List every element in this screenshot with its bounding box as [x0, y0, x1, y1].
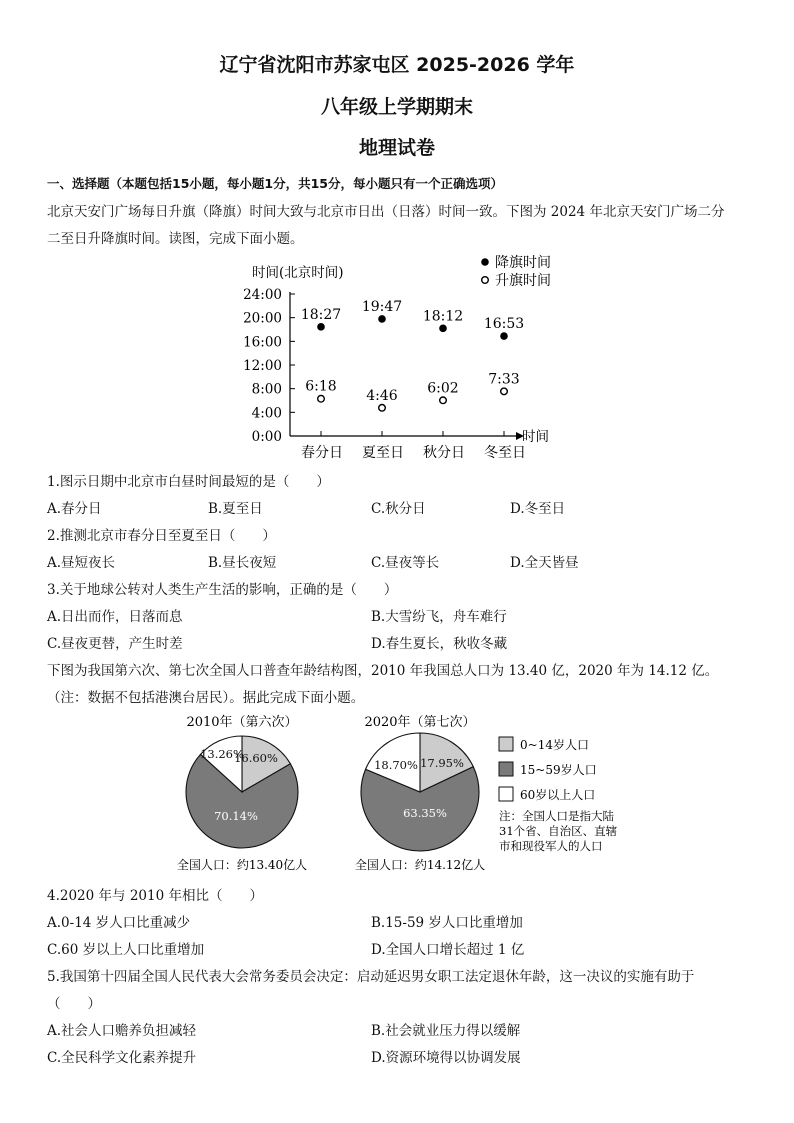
pie-legend — [499, 737, 618, 853]
q5-option-a[interactable]: A.社会人口赡养负担减轻 — [47, 1023, 197, 1039]
q5-option-c[interactable]: C.全民科学文化素养提升 — [47, 1050, 197, 1066]
exam-title-line3: 地理试卷 — [358, 137, 435, 159]
chart-y-tick-label: 16:00 — [243, 334, 282, 351]
q4-option-b[interactable]: B.15-59 岁人口比重增加 — [371, 915, 523, 931]
legend-label: 升旗时间 — [495, 273, 551, 289]
exam-title-line2: 八年级上学期期末 — [320, 96, 473, 118]
q3-option-c[interactable]: C.昼夜更替，产生时差 — [47, 636, 183, 652]
q3-option-a[interactable]: A.日出而作，日落而息 — [47, 609, 183, 625]
chart-y-tick-label: 24:00 — [243, 287, 282, 303]
chart-category-label: 秋分日 — [423, 445, 465, 461]
pie-title: 2010年（第六次） — [186, 715, 298, 730]
intro1-line2: 二至日升降旗时间。读图，完成下面小题。 — [47, 231, 304, 247]
chart-x-axis-label: 时间 — [522, 429, 549, 445]
population-pie-charts — [170, 710, 640, 882]
pie-note-line: 31个省、自治区、直辖 — [499, 824, 618, 838]
q2-option-d[interactable]: D.全天皆昼 — [510, 555, 579, 571]
sunset-data-label: 18:12 — [422, 308, 464, 325]
chart-y-tick-label: 4:00 — [251, 405, 282, 422]
q4-option-c[interactable]: C.60 岁以上人口比重增加 — [47, 942, 205, 958]
q5-stem-line1: 5.我国第十四届全国人民代表大会常务委员会决定：启动延迟男女职工法定退休年龄，这一决议的实施有助于 — [47, 969, 695, 985]
q2-option-b[interactable]: B.昼长夜短 — [208, 555, 277, 571]
pie-chart-2020 — [355, 714, 485, 872]
q2-stem: 2.推测北京市春分日至夏至日（ ） — [47, 528, 276, 544]
q4-option-d[interactable]: D.全国人口增长超过 1 亿 — [371, 942, 525, 958]
sunset-point — [378, 315, 386, 323]
pie-legend-label: 15~59岁人口 — [520, 763, 597, 777]
pie-slice-label: 13.26% — [200, 747, 244, 761]
q2-option-a[interactable]: A.昼短夜长 — [47, 555, 116, 571]
pie-slice-label: 63.35% — [403, 806, 447, 820]
q1-option-d[interactable]: D.冬至日 — [510, 501, 566, 517]
chart-category-label: 冬至日 — [484, 445, 526, 461]
intro1-line1: 北京天安门广场每日升旗（降旗）时间大致与北京市日出（日落）时间一致。下图为 2024 年北京天安门广场二分 — [47, 204, 725, 220]
intro2-line1: 下图为我国第六次、第七次全国人口普查年龄结构图，2010 年我国总人口为 13.40 亿，2020 年为 14.12 亿。 — [47, 663, 719, 679]
q1-stem: 1.图示日期中北京市白昼时间最短的是（ ） — [47, 474, 330, 490]
q4-stem: 4.2020 年与 2010 年相比（ ） — [47, 888, 263, 904]
sunrise-point — [318, 395, 325, 402]
q1-option-a[interactable]: A.春分日 — [47, 501, 102, 517]
sunset-point — [439, 325, 447, 333]
chart-y-tick-label: 8:00 — [251, 381, 282, 398]
sunrise-data-label: 7:33 — [488, 371, 520, 388]
q2-option-c[interactable]: C.昼夜等长 — [371, 555, 440, 571]
q4-option-a[interactable]: A.0-14 岁人口比重减少 — [47, 915, 191, 931]
sunset-data-label: 19:47 — [361, 298, 403, 315]
chart-category-label: 春分日 — [301, 445, 343, 461]
q5-option-d[interactable]: D.资源环境得以协调发展 — [371, 1050, 521, 1066]
sunrise-point — [440, 397, 447, 404]
pie-legend-swatch — [499, 737, 513, 751]
pie-legend-swatch — [499, 787, 513, 801]
legend-hollow-marker — [482, 277, 489, 284]
pie-legend-swatch — [499, 762, 513, 776]
q5-stem-line2: （ ） — [47, 996, 101, 1012]
legend-label: 降旗时间 — [495, 255, 551, 271]
pie-chart-2010 — [177, 714, 307, 872]
pie-caption: 全国人口：约13.40亿人 — [176, 858, 308, 872]
pie-slice-label: 16.60% — [234, 751, 278, 765]
sunrise-data-label: 6:18 — [305, 378, 337, 395]
chart-y-tick-label: 12:00 — [243, 358, 282, 374]
pie-slice-label: 70.14% — [214, 809, 258, 823]
pie-title: 2020年（第七次） — [364, 715, 476, 730]
chart-category-label: 夏至日 — [362, 445, 404, 461]
pie-note-line: 市和现役军人的人口 — [499, 839, 603, 853]
legend-filled-marker — [481, 258, 489, 266]
pie-note-line: 注：全国人口是指大陆 — [499, 809, 614, 823]
section-heading: 一、选择题（本题包括15小题，每小题1分，共15分，每小题只有一个正确选项） — [47, 176, 503, 191]
q3-option-d[interactable]: D.春生夏长，秋收冬藏 — [371, 636, 508, 652]
sunrise-point — [379, 404, 386, 411]
pie-legend-label: 60岁以上人口 — [520, 788, 596, 802]
intro2-line2: （注：数据不包括港澳台居民）。据此完成下面小题。 — [47, 690, 365, 706]
q1-option-c[interactable]: C.秋分日 — [371, 501, 426, 517]
sunset-data-label: 16:53 — [483, 316, 525, 333]
sunset-data-label: 18:27 — [300, 306, 342, 323]
chart-y-tick-label: 20:00 — [243, 310, 282, 327]
q3-option-b[interactable]: B.大雪纷飞，舟车难行 — [371, 609, 507, 625]
chart-y-tick-label: 0:00 — [251, 429, 282, 445]
pie-slice-label: 17.95% — [420, 756, 464, 770]
q3-stem: 3.关于地球公转对人类生产生活的影响，正确的是（ ） — [47, 582, 398, 598]
exam-title-line1: 辽宁省沈阳市苏家屯区 2025-2026 学年 — [219, 54, 575, 76]
sunset-point — [317, 323, 325, 331]
sunrise-data-label: 4:46 — [366, 387, 398, 404]
q5-option-b[interactable]: B.社会就业压力得以缓解 — [371, 1023, 521, 1039]
pie-legend-label: 0~14岁人口 — [520, 738, 589, 752]
chart-y-axis-label: 时间(北京时间) — [252, 265, 344, 281]
sunset-point — [500, 332, 508, 340]
pie-caption: 全国人口：约14.12亿人 — [354, 858, 486, 872]
flag-time-chart — [220, 250, 580, 465]
sunrise-data-label: 6:02 — [427, 380, 459, 397]
q1-option-b[interactable]: B.夏至日 — [208, 501, 263, 517]
sunrise-point — [501, 388, 508, 395]
pie-slice-label: 18.70% — [374, 758, 418, 772]
